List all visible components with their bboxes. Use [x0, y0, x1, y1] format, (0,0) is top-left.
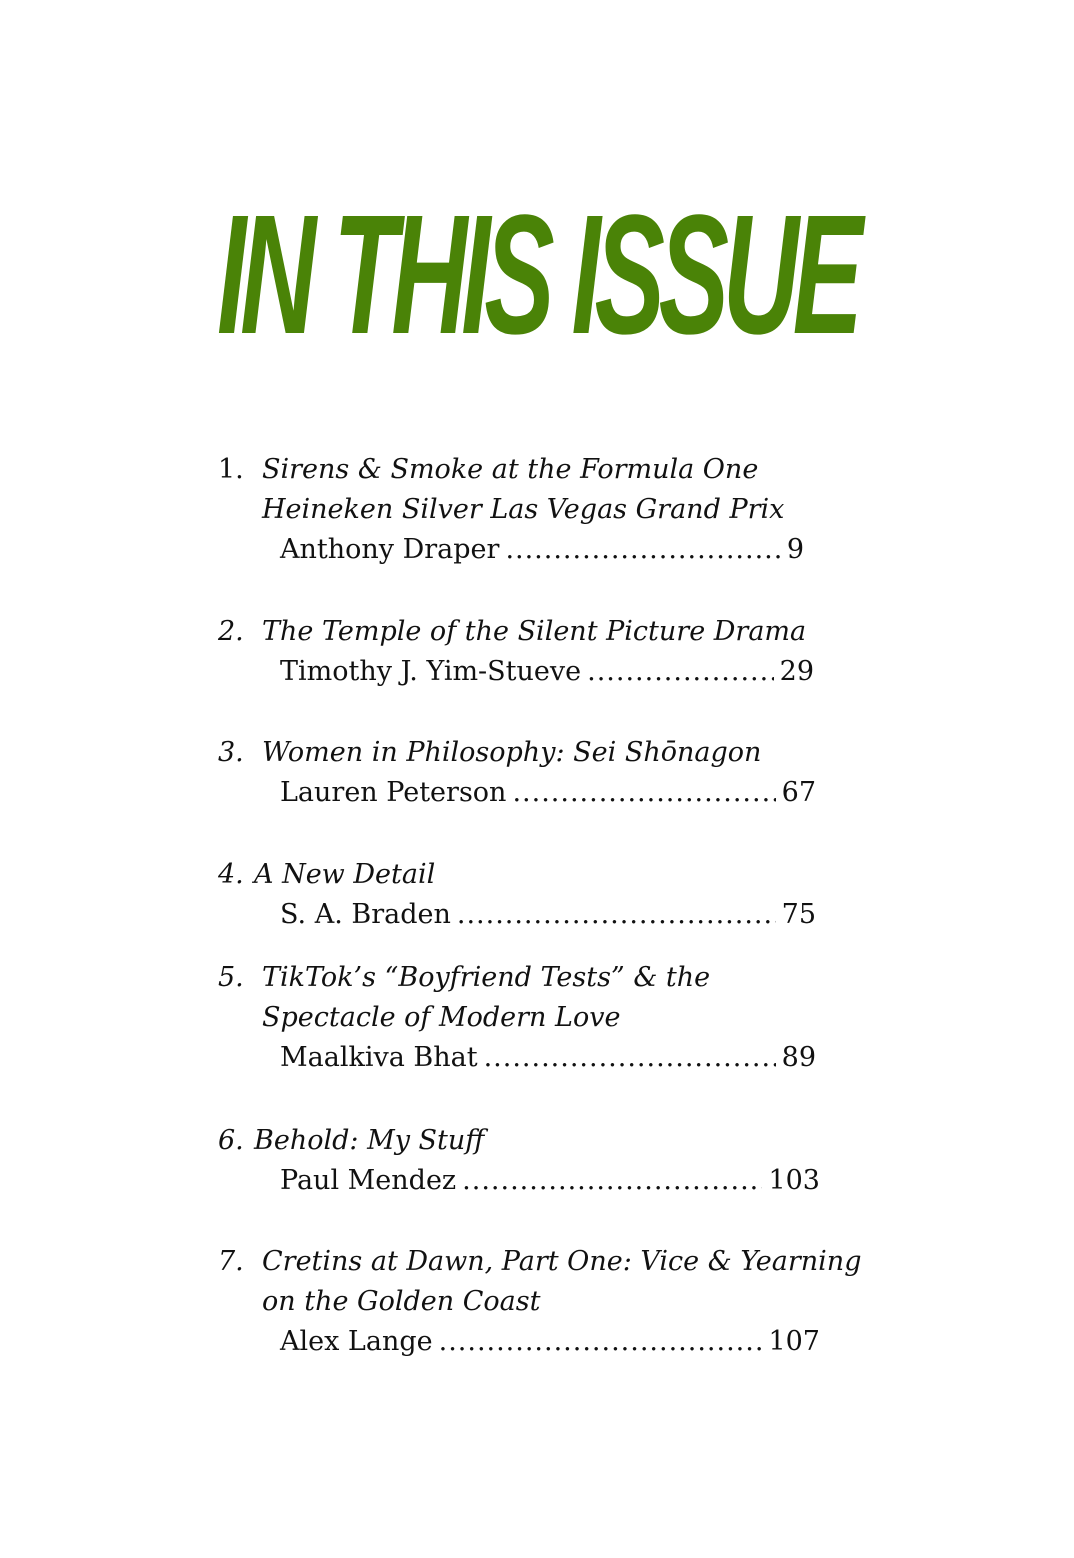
entry-number: 2. [218, 616, 244, 647]
entry-page-number: 103 [768, 1165, 820, 1196]
entry-page-number: 75 [781, 899, 816, 930]
toc-entry [218, 733, 878, 813]
page-title-text: IN THIS ISSUE [217, 180, 857, 370]
entry-page-number: 107 [768, 1326, 820, 1357]
entry-number: 3. [218, 737, 244, 768]
entry-number: 7. [218, 1246, 244, 1277]
entry-author: Lauren Peterson [280, 777, 507, 808]
entry-author-line [280, 1038, 816, 1078]
dot-leader [439, 1322, 763, 1362]
toc-entry [218, 1121, 878, 1201]
entry-author-line [280, 530, 804, 570]
entry-title: Behold: My Stuff [254, 1125, 485, 1156]
dot-leader [462, 1161, 762, 1201]
entry-author-line [280, 1322, 820, 1362]
entry-title: Sirens & Smoke at the Formula One Heineken Silver Las Vegas Grand Prix [262, 454, 785, 525]
entry-page-number: 9 [786, 534, 804, 565]
toc-entry [218, 1242, 878, 1362]
toc-entry [218, 855, 878, 935]
entry-author: S. A. Braden [280, 899, 451, 930]
entry-author: Maalkiva Bhat [280, 1042, 478, 1073]
dot-leader [457, 895, 776, 935]
entry-author-line [280, 773, 816, 813]
entry-title: Women in Philosophy: Sei Shōnagon [262, 737, 762, 768]
dot-leader [512, 773, 775, 813]
entry-author-line [280, 1161, 820, 1201]
entry-page-number: 89 [781, 1042, 816, 1073]
toc-entry [218, 612, 878, 692]
entry-author-line [280, 895, 816, 935]
entry-title: A New Detail [254, 859, 436, 890]
entry-author-line [280, 652, 814, 692]
entry-title: Cretins at Dawn, Part One: Vice & Yearning on the Golden Coast [262, 1246, 862, 1317]
dot-leader [484, 1038, 776, 1078]
entry-page-number: 29 [779, 656, 814, 687]
entry-number: 1. [218, 454, 244, 485]
page-title [0, 180, 1074, 370]
dot-leader [587, 652, 774, 692]
entry-page-number: 67 [781, 777, 816, 808]
entry-number: 6. [218, 1125, 244, 1156]
entry-number: 5. [218, 962, 244, 993]
entry-number: 4. [218, 859, 244, 890]
toc-entry [218, 450, 878, 570]
entry-author: Timothy J. Yim-Stueve [280, 656, 582, 687]
entry-title: The Temple of the Silent Picture Drama [262, 616, 807, 647]
entry-author: Alex Lange [280, 1326, 433, 1357]
dot-leader [505, 530, 780, 570]
entry-author: Paul Mendez [280, 1165, 457, 1196]
toc-entry [218, 958, 878, 1078]
entry-author: Anthony Draper [280, 534, 500, 565]
entry-title: TikTok’s “Boyfriend Tests” & the Spectacle of Modern Love [262, 962, 711, 1033]
